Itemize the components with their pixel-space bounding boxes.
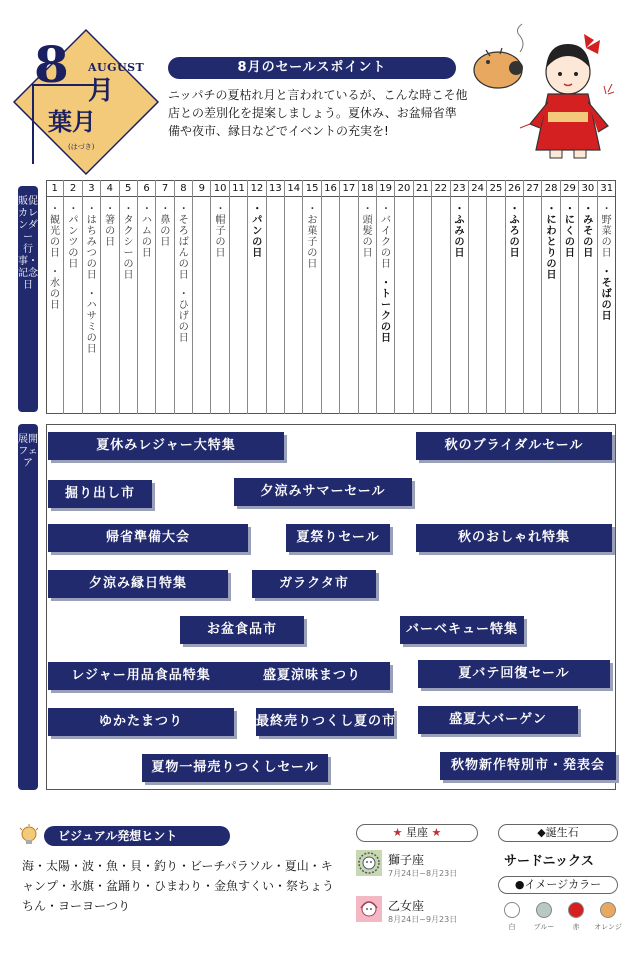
calendar-event: ・ひげの日: [178, 289, 189, 344]
virgo-girl-icon: [356, 896, 382, 922]
calendar-event: ・パンの日: [252, 204, 263, 259]
calendar-event: ・パンツの日: [68, 204, 79, 270]
color-swatch: [504, 902, 520, 918]
calendar-section-tab: 販促カレンダー 行事・記念日: [18, 186, 38, 412]
calendar-day: [487, 180, 505, 414]
calendar-day: [414, 180, 432, 414]
calendar-event: ・鼻の日: [160, 204, 171, 248]
calendar-day-number: 3: [83, 180, 100, 197]
calendar-day-number: 18: [359, 180, 376, 197]
calendar-day: [377, 180, 395, 414]
calendar-event: ・ふろの日: [509, 204, 520, 259]
fair-banner: 最終売りつくし夏の市: [256, 708, 394, 736]
calendar-day-number: 30: [579, 180, 596, 197]
calendar-day-number: 9: [193, 180, 210, 197]
calendar-day-number: 20: [395, 180, 412, 197]
calendar-day-number: 5: [120, 180, 137, 197]
color-swatch: [600, 902, 616, 918]
calendar-event: ・そろばんの日: [178, 204, 189, 281]
calendar-day-number: 29: [561, 180, 578, 197]
calendar-day-number: 26: [506, 180, 523, 197]
fair-banner: ガラクタ市: [252, 570, 376, 598]
star-icon: ★: [392, 826, 403, 839]
constellation-virgo-dates: 8月24日~9月23日: [388, 915, 458, 924]
calendar-event: ・みその日: [583, 204, 594, 259]
color-swatch-label: オレンジ: [594, 923, 622, 931]
calendar-event: ・はちみつの日: [86, 204, 97, 281]
calendar-event: ・ハムの日: [141, 204, 152, 259]
fair-banner: 秋のおしゃれ特集: [416, 524, 612, 552]
calendar-day: [46, 180, 64, 414]
color-swatch-label: 白: [508, 923, 516, 931]
fair-banner: 夏休みレジャー大特集: [48, 432, 284, 460]
visual-hint-title: ビジュアル発想ヒント: [44, 826, 230, 846]
calendar-day: [303, 180, 321, 414]
calendar-day-number: 17: [340, 180, 357, 197]
lightbulb-icon: [18, 824, 40, 846]
calendar-day: [101, 180, 119, 414]
calendar-event: ・トークの日: [380, 278, 391, 344]
calendar-day-number: 11: [230, 180, 247, 197]
calendar-day-number: 14: [285, 180, 302, 197]
calendar-day-number: 1: [46, 180, 63, 197]
calendar-day-number: 7: [156, 180, 173, 197]
fair-banner: ゆかたまつり: [48, 708, 234, 736]
calendar-day-number: 24: [469, 180, 486, 197]
calendar-day: [175, 180, 193, 414]
calendar-event: ・にわとりの日: [546, 204, 557, 281]
calendar-event: ・ハサミの日: [86, 289, 97, 355]
calendar-day: [524, 180, 542, 414]
color-swatch-label: 赤: [572, 923, 580, 931]
fair-banner: 夏バテ回復セール: [418, 660, 610, 688]
calendar-day-number: 4: [101, 180, 118, 197]
birthstone-name: サードニックス: [504, 854, 594, 869]
calendar-day: [598, 180, 616, 414]
visual-hint-text: 海・太陽・波・魚・貝・釣り・ビーチパラソル・夏山・キャンプ・氷旗・盆踊り・ひまわり・金魚すくい・祭ちょうちん・ヨーヨーつり: [22, 859, 335, 913]
month-english: AUGUST: [88, 61, 145, 74]
calendar-day-number: 27: [524, 180, 541, 197]
calendar-day: [506, 180, 524, 414]
calendar-event: ・水の日: [50, 267, 60, 311]
calendar-event: ・お菓子の日: [307, 204, 318, 270]
calendar-day: [120, 180, 138, 414]
fair-banner: 秋物新作特別市・発表会: [440, 752, 616, 780]
calendar-event: ・観光の日: [50, 204, 60, 259]
calendar-event: ・箸の日: [105, 204, 116, 248]
calendar-day: [156, 180, 174, 414]
calendar-day: [432, 180, 450, 414]
calendar-day: [579, 180, 597, 414]
calendar-day-number: 15: [303, 180, 320, 197]
calendar-day: [211, 180, 229, 414]
fair-banner: レジャー用品食品特集: [48, 662, 234, 690]
calendar-day-number: 2: [64, 180, 81, 197]
calendar-day-number: 23: [451, 180, 468, 197]
calendar-day-number: 13: [267, 180, 284, 197]
calendar-day: [340, 180, 358, 414]
calendar-day-number: 6: [138, 180, 155, 197]
calendar-day: [248, 180, 266, 414]
calendar-event: ・タクシーの日: [123, 204, 134, 281]
month-number: 8: [34, 35, 69, 94]
calendar-day: [469, 180, 487, 414]
fair-banner: お盆食品市: [180, 616, 304, 644]
month-traditional-name: 葉月: [48, 107, 96, 136]
fair-banner: 掘り出し市: [48, 480, 152, 508]
fair-banner: 夕涼み縁日特集: [48, 570, 228, 598]
calendar-day-number: 31: [598, 180, 616, 197]
calendar-day: [561, 180, 579, 414]
fair-banner: バーベキュー特集: [400, 616, 524, 644]
calendar-day-number: 19: [377, 180, 394, 197]
calendar-day: [542, 180, 560, 414]
fair-banner: 秋のブライダルセール: [416, 432, 612, 460]
color-swatch: [568, 902, 584, 918]
fair-banner: 盛夏大バーゲン: [418, 706, 578, 734]
color-swatch: [536, 902, 552, 918]
calendar-day-number: 16: [322, 180, 339, 197]
calendar-day: [230, 180, 248, 414]
calendar-day-number: 21: [414, 180, 431, 197]
color-swatch-label: ブルー: [533, 923, 555, 931]
constellation-leo: 獅子座: [388, 853, 425, 867]
calendar-day-number: 25: [487, 180, 504, 197]
star-icon: ★: [431, 826, 442, 839]
calendar-day: [193, 180, 211, 414]
calendar-day-number: 12: [248, 180, 265, 197]
kimono-girl-mosquito-pig-icon: [468, 22, 618, 172]
calendar-day: [138, 180, 156, 414]
calendar-day: [359, 180, 377, 414]
calendar-event: ・ふみの日: [454, 204, 465, 259]
fair-banner: 夕涼みサマーセール: [234, 478, 412, 506]
fair-section-tab: 展開フェア: [18, 424, 38, 790]
calendar-event: ・頭髪の日: [362, 204, 373, 259]
fair-banner: 帰省準備大会: [48, 524, 248, 552]
birthstone-title: ◆誕生石: [498, 824, 618, 842]
lion-icon: [356, 850, 382, 876]
calendar-event: ・野菜の日: [601, 204, 612, 259]
calendar-day-number: 10: [211, 180, 228, 197]
calendar-day: [83, 180, 101, 414]
calendar-day-number: 22: [432, 180, 449, 197]
sale-point-title: 8月のセールスポイント: [168, 57, 456, 79]
calendar-event: ・バイクの日: [380, 204, 391, 270]
calendar-day: [451, 180, 469, 414]
constellation-virgo: 乙女座: [388, 899, 425, 913]
fair-banner: 盛夏涼味まつり: [234, 662, 390, 690]
calendar-day: [285, 180, 303, 414]
calendar-event: ・帽子の日: [215, 204, 226, 259]
calendar-day-number: 8: [175, 180, 192, 197]
calendar-day-number: 28: [542, 180, 559, 197]
calendar-event: ・にくの日: [564, 204, 575, 259]
constellation-title-label: 星座: [406, 826, 428, 839]
sale-point-text: ニッパチの夏枯れ月と言われているが、こんな時こそ他店との差別化を提案しましょう。夏休み、お盆帰省準備や夜市、縁日などでイベントの充実を!: [168, 88, 468, 138]
fair-banner: 夏物一掃売りつくしセール: [142, 754, 328, 782]
constellation-title: [356, 824, 478, 842]
calendar-day: [64, 180, 82, 414]
month-traditional-reading: (はづき): [68, 143, 95, 151]
image-color-title: ●イメージカラー: [498, 876, 618, 894]
calendar-event: ・そばの日: [601, 267, 612, 322]
fair-banner: 夏祭りセール: [286, 524, 390, 552]
calendar-day: [322, 180, 340, 414]
calendar-day: [395, 180, 413, 414]
calendar-day: [267, 180, 285, 414]
constellation-leo-dates: 7月24日~8月23日: [388, 869, 458, 878]
month-kanji: 月: [88, 76, 115, 106]
